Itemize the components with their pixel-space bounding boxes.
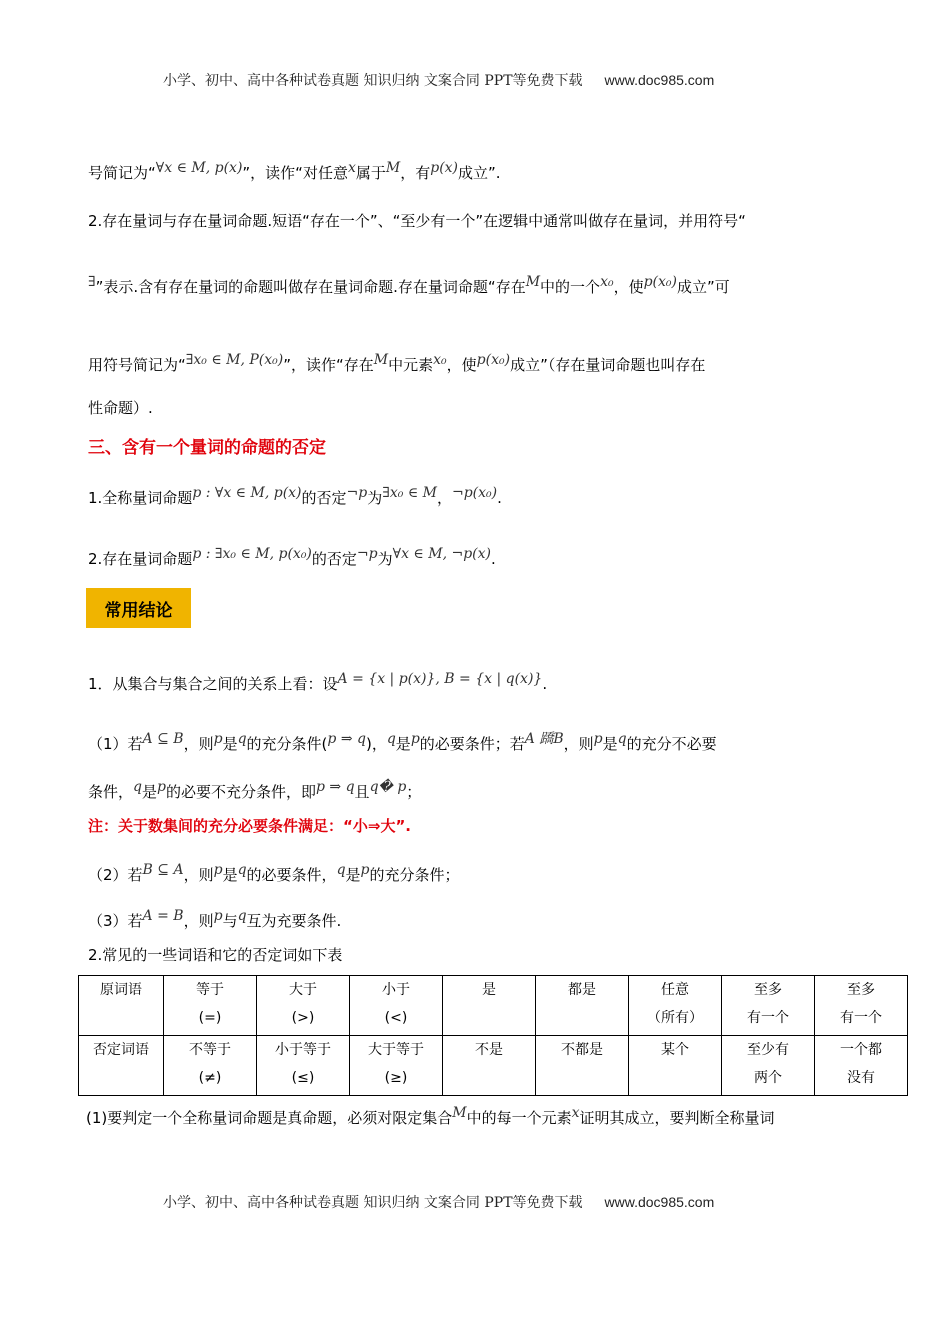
table-cell: 都是 <box>536 976 629 1036</box>
header-url[interactable]: www.doc985.com <box>604 72 715 88</box>
conclusion-1-2: （2）若B ⊆ A，则p是q的必要条件，q是p的充分条件； <box>88 862 460 884</box>
table-row <box>79 1036 908 1096</box>
existential-line-1: 2.存在量词与存在量词命题.短语“存在一个”、“至少有一个”在逻辑中通常叫做存在量词，并用符号“ <box>88 212 746 230</box>
negation-words-table <box>78 975 908 1096</box>
math: M <box>385 160 401 176</box>
table-cell: 不等于 (≠) <box>164 1036 257 1096</box>
table-cell: 小于等于 (≤) <box>257 1036 350 1096</box>
conclusion-1-3: （3）若A = B，则p与q互为充要条件. <box>88 908 342 930</box>
math: p(x) <box>430 160 459 176</box>
math: ∀x ∈ M, p(x) <box>155 160 243 176</box>
table-cell: 一个都 没有 <box>815 1036 908 1096</box>
page-footer <box>163 1192 714 1212</box>
header-text: 小学、初中、高中各种试卷真题 知识归纳 文案合同 PPT等免费下载 <box>163 73 583 89</box>
universal-notation-line: 号简记为“∀x ∈ M, p(x)”，读作“对任意x属于M，有p(x)成立”. <box>88 160 501 182</box>
table-cell: 不都是 <box>536 1036 629 1096</box>
math: x <box>347 160 356 176</box>
table-cell: 否定词语 <box>79 1036 164 1096</box>
table-cell: 是 <box>443 976 536 1036</box>
note-line: 注：关于数集间的充分必要条件满足：“小⇒大”. <box>88 817 412 835</box>
table-cell: 某个 <box>629 1036 722 1096</box>
table-cell: 至多 有一个 <box>815 976 908 1036</box>
table-cell: 至少有 两个 <box>722 1036 815 1096</box>
table-row <box>79 976 908 1036</box>
existential-line-2: ∃”表示.含有存在量词的命题叫做存在量词命题.存在量词命题“存在M中的一个x₀，使p(x₀)成立”可 <box>88 274 730 296</box>
table-cell: 原词语 <box>79 976 164 1036</box>
negation-existential: 2.存在量词命题p : ∃x₀ ∈ M, p(x₀)的否定¬p为∀x ∈ M, ¬p(x). <box>88 546 496 568</box>
table-cell: 大于等于 (≥) <box>350 1036 443 1096</box>
table-cell: 小于 (<) <box>350 976 443 1036</box>
footer-url[interactable]: www.doc985.com <box>604 1194 715 1210</box>
existential-line-4: 性命题）. <box>88 399 153 417</box>
table-cell: 至多 有一个 <box>722 976 815 1036</box>
table-cell: 等于 (=) <box>164 976 257 1036</box>
common-conclusions-badge: 常用结论 <box>86 588 191 628</box>
table-cell: 大于 (>) <box>257 976 350 1036</box>
footer-text: 小学、初中、高中各种试卷真题 知识归纳 文案合同 PPT等免费下载 <box>163 1195 583 1211</box>
conclusion-1-1-line-2: 条件，q是p的必要不充分条件，即p ⇒ q且q� p； <box>88 779 422 801</box>
conclusion-1-1-line-1: （1）若A ⊆ B，则p是q的充分条件(p ⇒ q)，q是p的必要条件；若A 蹻B，则p是q的充分不必要 <box>88 731 717 753</box>
negation-universal: 1.全称量词命题p : ∀x ∈ M, p(x)的否定¬p为∃x₀ ∈ M，¬p(x₀). <box>88 485 502 507</box>
section-three-title: 三、含有一个量词的命题的否定 <box>88 438 326 458</box>
final-line: (1)要判定一个全称量词命题是真命题，必须对限定集合M中的每一个元素x证明其成立，要判断全称量词 <box>86 1105 775 1127</box>
existential-line-3: 用符号简记为“∃x₀ ∈ M, P(x₀)”，读作“存在M中元素x₀，使p(x₀)成立”（存在量词命题也叫存在 <box>88 352 706 374</box>
table-cell: 任意 （所有） <box>629 976 722 1036</box>
page-header <box>163 70 714 90</box>
conclusion-2-title: 2.常见的一些词语和它的否定词如下表 <box>88 946 343 964</box>
table-cell: 不是 <box>443 1036 536 1096</box>
arrow-icon: ⇒ <box>367 817 381 835</box>
conclusion-1: 1．从集合与集合之间的关系上看：设A = {x | p(x)}, B = {x | q(x)}. <box>88 671 548 693</box>
